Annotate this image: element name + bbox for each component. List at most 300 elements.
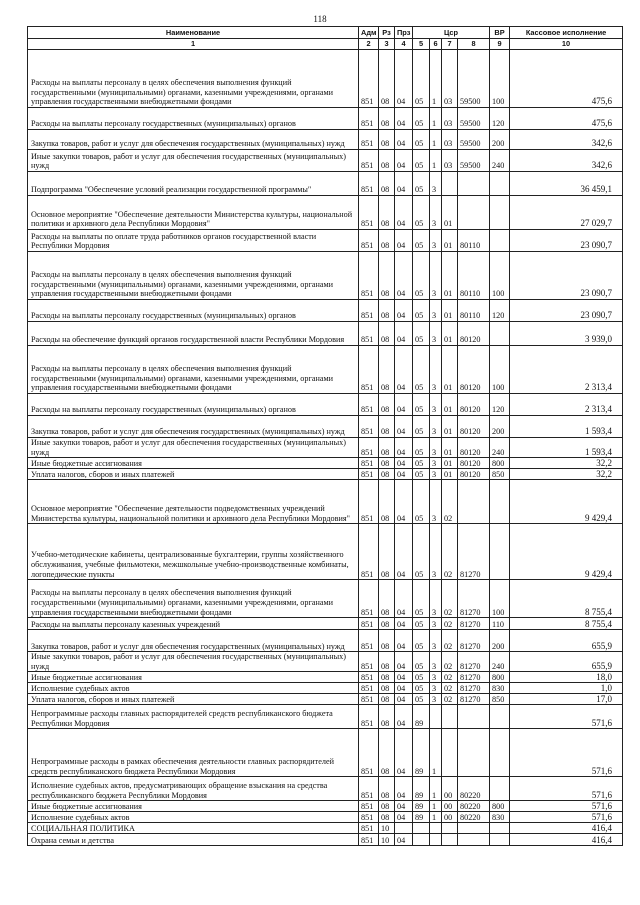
cell-c6: 3 (430, 683, 442, 694)
cell-amount: 475,6 (510, 50, 623, 108)
header-prz: Прз (395, 27, 413, 39)
cell-c5: 05 (413, 458, 430, 469)
cell-rz: 08 (379, 252, 395, 300)
cell-rz: 08 (379, 618, 395, 630)
cell-rz: 08 (379, 416, 395, 438)
cell-prz: 04 (395, 458, 413, 469)
cell-prz: 04 (395, 130, 413, 150)
cell-c6: 1 (430, 729, 442, 777)
cell-amount: 571,6 (510, 812, 623, 823)
cell-c7: 03 (442, 130, 458, 150)
cell-adm: 851 (359, 438, 379, 458)
cell-c5: 05 (413, 196, 430, 230)
cell-amount: 8 755,4 (510, 618, 623, 630)
cell-c8: 80220 (458, 801, 490, 812)
cell-amount: 32,2 (510, 469, 623, 480)
cell-c8 (458, 196, 490, 230)
cell-c8 (458, 823, 490, 834)
cell-name: Иные закупки товаров, работ и услуг для обеспечения государственных (муниципальных) нужд (28, 652, 359, 672)
cell-c7: 01 (442, 416, 458, 438)
cell-vr: 850 (490, 469, 510, 480)
table-row (28, 108, 623, 130)
cell-amount: 9 429,4 (510, 480, 623, 524)
cell-prz: 04 (395, 300, 413, 322)
cell-c7 (442, 705, 458, 729)
cell-c6: 1 (430, 777, 442, 801)
cell-c7: 02 (442, 630, 458, 652)
cell-rz: 08 (379, 694, 395, 705)
cell-c8: 80110 (458, 252, 490, 300)
header-adm: Адм (359, 27, 379, 39)
cell-c7: 01 (442, 196, 458, 230)
cell-name: Основное мероприятие "Обеспечение деятельности Министерства культуры, национальной политики и архивного дела Республики Мордовия" (28, 196, 359, 230)
cell-vr: 240 (490, 652, 510, 672)
cell-amount: 2 313,4 (510, 346, 623, 394)
cell-vr (490, 480, 510, 524)
cell-vr: 800 (490, 458, 510, 469)
cell-vr: 100 (490, 252, 510, 300)
cell-c5: 89 (413, 705, 430, 729)
cell-c6 (430, 705, 442, 729)
cell-c5: 05 (413, 438, 430, 458)
cell-rz: 08 (379, 480, 395, 524)
cell-c5: 05 (413, 652, 430, 672)
cell-rz: 08 (379, 705, 395, 729)
col-num-6: 6 (430, 39, 442, 50)
cell-adm: 851 (359, 150, 379, 172)
table-row (28, 618, 623, 630)
table-row (28, 230, 623, 252)
cell-c6: 1 (430, 812, 442, 823)
cell-c7: 01 (442, 346, 458, 394)
cell-name: Непрограммные расходы главных распорядителей средств республиканского бюджета Республики Мордовия (28, 705, 359, 729)
cell-c5: 05 (413, 50, 430, 108)
cell-c7: 01 (442, 252, 458, 300)
cell-c7: 02 (442, 580, 458, 618)
cell-prz: 04 (395, 438, 413, 458)
cell-name: Исполнение судебных актов (28, 683, 359, 694)
cell-adm: 851 (359, 652, 379, 672)
cell-c7: 00 (442, 801, 458, 812)
cell-prz: 04 (395, 322, 413, 346)
cell-vr: 110 (490, 618, 510, 630)
cell-amount: 416,4 (510, 834, 623, 846)
cell-name: Закупка товаров, работ и услуг для обеспечения государственных (муниципальных) нужд (28, 416, 359, 438)
column-number-row (28, 39, 623, 50)
cell-c8: 80120 (458, 458, 490, 469)
cell-c6: 3 (430, 416, 442, 438)
cell-c6: 1 (430, 150, 442, 172)
cell-c8: 80110 (458, 230, 490, 252)
cell-amount: 18,0 (510, 672, 623, 683)
cell-vr: 240 (490, 150, 510, 172)
table-row (28, 812, 623, 823)
cell-rz: 08 (379, 630, 395, 652)
cell-rz: 08 (379, 683, 395, 694)
cell-c6: 3 (430, 230, 442, 252)
cell-amount: 23 090,7 (510, 252, 623, 300)
cell-vr (490, 823, 510, 834)
cell-prz: 04 (395, 672, 413, 683)
cell-amount: 475,6 (510, 108, 623, 130)
cell-rz: 08 (379, 469, 395, 480)
cell-vr: 100 (490, 50, 510, 108)
cell-adm: 851 (359, 196, 379, 230)
cell-c5: 05 (413, 580, 430, 618)
cell-c5: 05 (413, 322, 430, 346)
table-row (28, 524, 623, 580)
table-row (28, 834, 623, 846)
cell-c8: 80120 (458, 416, 490, 438)
table-row (28, 150, 623, 172)
cell-c8 (458, 729, 490, 777)
cell-adm: 851 (359, 172, 379, 196)
cell-c7: 02 (442, 524, 458, 580)
table-row (28, 196, 623, 230)
cell-rz: 08 (379, 812, 395, 823)
cell-name: Расходы на выплаты персоналу государственных (муниципальных) органов (28, 108, 359, 130)
cell-c7: 02 (442, 652, 458, 672)
cell-prz: 04 (395, 777, 413, 801)
cell-rz: 08 (379, 172, 395, 196)
table-row (28, 394, 623, 416)
table-row (28, 652, 623, 672)
cell-c6: 3 (430, 438, 442, 458)
cell-c6: 1 (430, 801, 442, 812)
cell-c8: 80110 (458, 300, 490, 322)
cell-c8: 80120 (458, 469, 490, 480)
cell-c7: 03 (442, 108, 458, 130)
cell-adm: 851 (359, 469, 379, 480)
cell-c8: 59500 (458, 130, 490, 150)
cell-adm: 851 (359, 346, 379, 394)
cell-amount: 27 029,7 (510, 196, 623, 230)
cell-prz: 04 (395, 630, 413, 652)
cell-name: Уплата налогов, сборов и иных платежей (28, 694, 359, 705)
cell-rz: 08 (379, 130, 395, 150)
cell-c6: 1 (430, 130, 442, 150)
cell-adm: 851 (359, 580, 379, 618)
cell-c6: 3 (430, 394, 442, 416)
cell-c7: 01 (442, 394, 458, 416)
cell-c5: 05 (413, 630, 430, 652)
header-rz: Рз (379, 27, 395, 39)
table-row (28, 672, 623, 683)
cell-rz: 08 (379, 322, 395, 346)
cell-c6: 3 (430, 346, 442, 394)
cell-adm: 851 (359, 50, 379, 108)
cell-vr: 120 (490, 300, 510, 322)
cell-rz: 08 (379, 729, 395, 777)
cell-name: Расходы на выплаты персоналу в целях обеспечения выполнения функций государственными (муниципальными) органами, казенными учреждениями, органами управления государственными внебюджетными фондами (28, 580, 359, 618)
cell-adm: 851 (359, 130, 379, 150)
cell-prz: 04 (395, 50, 413, 108)
cell-amount: 655,9 (510, 652, 623, 672)
cell-c5: 05 (413, 130, 430, 150)
cell-c6: 3 (430, 618, 442, 630)
cell-c7: 02 (442, 672, 458, 683)
cell-prz: 04 (395, 416, 413, 438)
table-row (28, 705, 623, 729)
cell-name: Расходы на выплаты персоналу в целях обеспечения выполнения функций государственными (муниципальными) органами, казенными учреждениями, органами управления государственными внебюджетными фондами (28, 252, 359, 300)
cell-c5: 05 (413, 230, 430, 252)
cell-c8: 59500 (458, 150, 490, 172)
cell-c6: 3 (430, 694, 442, 705)
cell-name: Исполнение судебных актов (28, 812, 359, 823)
cell-amount: 17,0 (510, 694, 623, 705)
col-num-5: 5 (413, 39, 430, 50)
cell-name: Расходы на выплаты по оплате труда работников органов государственной власти Республики Мордовия (28, 230, 359, 252)
cell-adm: 851 (359, 812, 379, 823)
cell-adm: 851 (359, 618, 379, 630)
cell-c8: 81270 (458, 683, 490, 694)
cell-rz: 08 (379, 652, 395, 672)
cell-c7: 02 (442, 683, 458, 694)
cell-rz: 08 (379, 150, 395, 172)
cell-c8: 81270 (458, 580, 490, 618)
cell-amount: 23 090,7 (510, 300, 623, 322)
cell-c7: 00 (442, 812, 458, 823)
cell-prz: 04 (395, 618, 413, 630)
cell-adm: 851 (359, 394, 379, 416)
cell-adm: 851 (359, 823, 379, 834)
cell-c6: 3 (430, 322, 442, 346)
cell-c5: 05 (413, 469, 430, 480)
col-num-2: 2 (359, 39, 379, 50)
cell-c6: 3 (430, 480, 442, 524)
cell-c7: 01 (442, 322, 458, 346)
table-row (28, 50, 623, 108)
cell-c5: 05 (413, 300, 430, 322)
cell-vr (490, 777, 510, 801)
col-num-1: 1 (28, 39, 359, 50)
table-row (28, 458, 623, 469)
cell-name: Учебно-методические кабинеты, централизованные бухгалтерии, группы хозяйственного обслуживания, учебные фильмотеки, межшкольные учебно-производственные комбинаты, логопедические пункты (28, 524, 359, 580)
cell-c6: 3 (430, 524, 442, 580)
cell-prz: 04 (395, 172, 413, 196)
cell-name: Расходы на выплаты персоналу в целях обеспечения выполнения функций государственными (муниципальными) органами, казенными учреждениями, органами управления государственными внебюджетными фондами (28, 50, 359, 108)
cell-c6: 1 (430, 50, 442, 108)
cell-amount: 23 090,7 (510, 230, 623, 252)
cell-c5: 05 (413, 252, 430, 300)
col-num-7: 7 (442, 39, 458, 50)
cell-c5: 05 (413, 672, 430, 683)
cell-rz: 08 (379, 438, 395, 458)
cell-name: Закупка товаров, работ и услуг для обеспечения государственных (муниципальных) нужд (28, 630, 359, 652)
cell-c5: 05 (413, 694, 430, 705)
cell-name: Иные бюджетные ассигнования (28, 672, 359, 683)
header-amount: Кассовое исполнение (510, 27, 623, 39)
cell-c5 (413, 823, 430, 834)
table-row (28, 777, 623, 801)
cell-c7: 03 (442, 50, 458, 108)
cell-prz: 04 (395, 652, 413, 672)
cell-prz: 04 (395, 834, 413, 846)
cell-rz: 08 (379, 777, 395, 801)
cell-amount: 9 429,4 (510, 524, 623, 580)
col-num-3: 3 (379, 39, 395, 50)
cell-c6 (430, 823, 442, 834)
cell-c5: 05 (413, 480, 430, 524)
cell-c5: 89 (413, 729, 430, 777)
cell-prz: 04 (395, 108, 413, 130)
cell-c5: 05 (413, 346, 430, 394)
cell-vr: 800 (490, 801, 510, 812)
col-num-4: 4 (395, 39, 413, 50)
cell-name: Подпрограмма "Обеспечение условий реализации государственной программы" (28, 172, 359, 196)
cell-prz (395, 823, 413, 834)
table-row (28, 630, 623, 652)
cell-c7: 01 (442, 300, 458, 322)
cell-c6: 3 (430, 196, 442, 230)
cell-prz: 04 (395, 469, 413, 480)
cell-c7: 02 (442, 694, 458, 705)
cell-name: Иные закупки товаров, работ и услуг для обеспечения государственных (муниципальных) нужд (28, 150, 359, 172)
cell-c7 (442, 172, 458, 196)
cell-rz: 08 (379, 346, 395, 394)
cell-prz: 04 (395, 252, 413, 300)
cell-c8: 81270 (458, 618, 490, 630)
cell-rz: 08 (379, 524, 395, 580)
cell-adm: 851 (359, 777, 379, 801)
cell-c8: 80120 (458, 394, 490, 416)
cell-c6: 3 (430, 630, 442, 652)
cell-c5 (413, 834, 430, 846)
cell-c6: 3 (430, 300, 442, 322)
cell-name: Непрограммные расходы в рамках обеспечения деятельности главных распорядителей средств республиканского бюджета Республики Мордовия (28, 729, 359, 777)
cell-amount: 32,2 (510, 458, 623, 469)
cell-adm: 851 (359, 705, 379, 729)
cell-c6: 3 (430, 469, 442, 480)
cell-adm: 851 (359, 252, 379, 300)
cell-adm: 851 (359, 834, 379, 846)
cell-adm: 851 (359, 300, 379, 322)
cell-c8: 81270 (458, 524, 490, 580)
cell-adm: 851 (359, 630, 379, 652)
cell-name: Уплата налогов, сборов и иных платежей (28, 469, 359, 480)
cell-c8: 59500 (458, 50, 490, 108)
cell-vr: 200 (490, 630, 510, 652)
header-row (28, 27, 623, 39)
cell-amount: 416,4 (510, 823, 623, 834)
cell-prz: 04 (395, 729, 413, 777)
cell-adm: 851 (359, 672, 379, 683)
cell-name: Основное мероприятие "Обеспечение деятельности подведомственных учреждений Министерства культуры, национальной политики и архивного дела Республики Мордовия" (28, 480, 359, 524)
cell-rz: 08 (379, 458, 395, 469)
cell-adm: 851 (359, 694, 379, 705)
cell-c5: 89 (413, 777, 430, 801)
cell-vr: 120 (490, 394, 510, 416)
cell-vr (490, 834, 510, 846)
header-vr: ВР (490, 27, 510, 39)
cell-amount: 36 459,1 (510, 172, 623, 196)
cell-amount: 655,9 (510, 630, 623, 652)
cell-adm: 851 (359, 801, 379, 812)
cell-prz: 04 (395, 705, 413, 729)
cell-name: Расходы на выплаты персоналу государственных (муниципальных) органов (28, 300, 359, 322)
cell-vr (490, 729, 510, 777)
cell-c8: 81270 (458, 672, 490, 683)
cell-c6: 3 (430, 172, 442, 196)
cell-c5: 05 (413, 150, 430, 172)
cell-amount: 1,0 (510, 683, 623, 694)
cell-amount: 571,6 (510, 777, 623, 801)
cell-amount: 2 313,4 (510, 394, 623, 416)
table-row (28, 480, 623, 524)
cell-amount: 571,6 (510, 729, 623, 777)
cell-adm: 851 (359, 480, 379, 524)
cell-c8 (458, 705, 490, 729)
cell-c7: 01 (442, 458, 458, 469)
cell-c5: 05 (413, 394, 430, 416)
cell-c8 (458, 480, 490, 524)
table-row (28, 172, 623, 196)
cell-vr: 120 (490, 108, 510, 130)
header-csr: Цср (413, 27, 490, 39)
cell-c8: 80120 (458, 438, 490, 458)
cell-prz: 04 (395, 196, 413, 230)
cell-c5: 05 (413, 108, 430, 130)
cell-vr: 240 (490, 438, 510, 458)
cell-c7: 01 (442, 230, 458, 252)
cell-c6: 3 (430, 580, 442, 618)
cell-vr: 800 (490, 672, 510, 683)
cell-c8: 80120 (458, 346, 490, 394)
cell-c5: 05 (413, 683, 430, 694)
cell-rz: 08 (379, 394, 395, 416)
cell-c6: 1 (430, 108, 442, 130)
cell-vr (490, 196, 510, 230)
cell-vr (490, 705, 510, 729)
cell-c7: 01 (442, 438, 458, 458)
col-num-10: 10 (510, 39, 623, 50)
header-name: Наименование (28, 27, 359, 39)
cell-c7 (442, 729, 458, 777)
cell-rz: 08 (379, 300, 395, 322)
cell-vr: 830 (490, 683, 510, 694)
cell-vr (490, 322, 510, 346)
cell-c8 (458, 172, 490, 196)
cell-amount: 571,6 (510, 801, 623, 812)
cell-name: Исполнение судебных актов, предусматривающих обращение взыскания на средства республиканского бюджета Республики Мордовия (28, 777, 359, 801)
cell-prz: 04 (395, 524, 413, 580)
cell-adm: 851 (359, 108, 379, 130)
cell-amount: 342,6 (510, 130, 623, 150)
table-row (28, 438, 623, 458)
cell-c5: 89 (413, 801, 430, 812)
table-row (28, 683, 623, 694)
cell-c8 (458, 834, 490, 846)
cell-prz: 04 (395, 801, 413, 812)
table-row (28, 416, 623, 438)
cell-vr: 830 (490, 812, 510, 823)
cell-vr (490, 524, 510, 580)
table-row (28, 469, 623, 480)
cell-rz: 08 (379, 196, 395, 230)
cell-c8: 81270 (458, 630, 490, 652)
cell-adm: 851 (359, 524, 379, 580)
cell-amount: 8 755,4 (510, 580, 623, 618)
cell-c6: 3 (430, 652, 442, 672)
cell-rz: 10 (379, 834, 395, 846)
cell-name: Охрана семьи и детства (28, 834, 359, 846)
cell-c6 (430, 834, 442, 846)
cell-vr: 200 (490, 130, 510, 150)
cell-adm: 851 (359, 458, 379, 469)
cell-vr: 850 (490, 694, 510, 705)
table-row (28, 823, 623, 834)
cell-c7: 02 (442, 480, 458, 524)
